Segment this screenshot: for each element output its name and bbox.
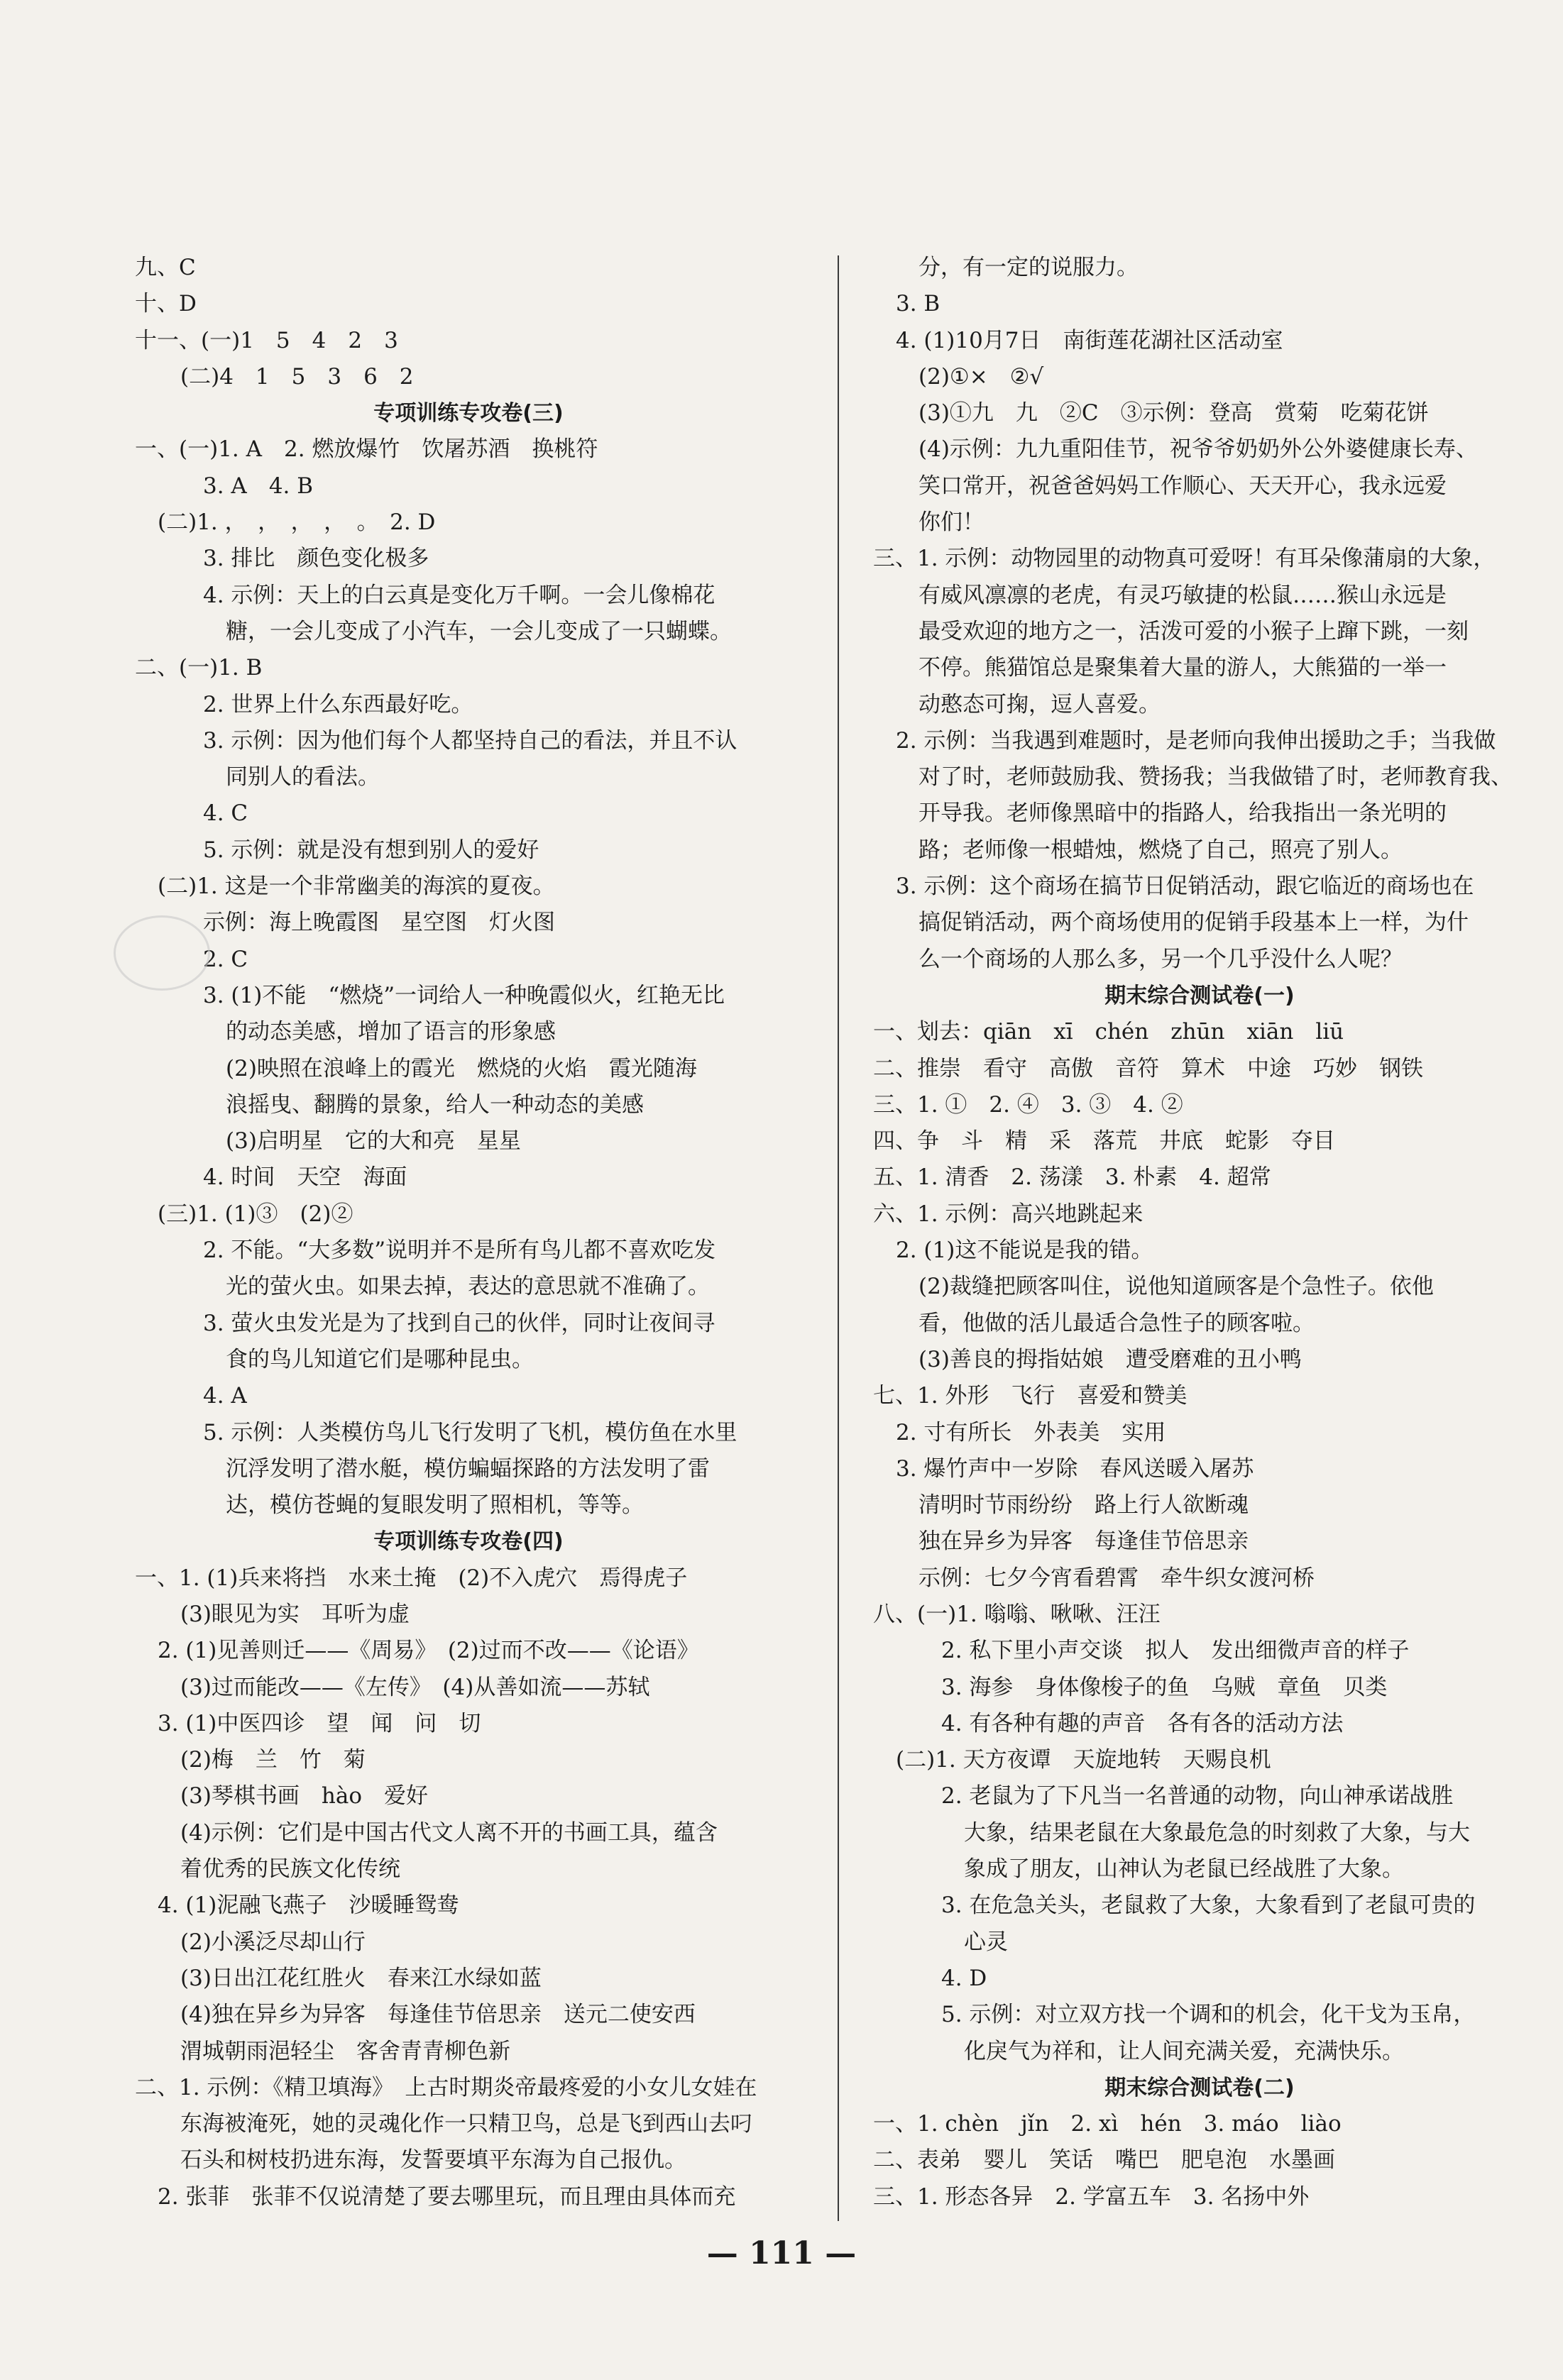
answer-line: 么一个商场的人那么多，另一个几乎没什么人呢？ <box>918 946 1403 972</box>
answer-line: 2. 老鼠为了下凡当一名普通的动物，向山神承诺战胜 <box>941 1783 1454 1809</box>
answer-line: 的动态美感，增加了语言的形象感 <box>226 1019 556 1045</box>
answer-line: 象成了朋友，山神认为老鼠已经战胜了大象。 <box>964 1856 1404 1883</box>
answer-line: 4. 示例：天上的白云真是变化万千啊。一会儿像棉花 <box>203 582 715 608</box>
answer-line: 化戾气为祥和，让人间充满关爱，充满快乐。 <box>964 2038 1404 2064</box>
answer-line: 示例：七夕今宵看碧霄 牵牛织女渡河桥 <box>918 1565 1315 1591</box>
answer-line: 五、1. 清香 2. 荡漾 3. 朴素 4. 超常 <box>873 1164 1271 1191</box>
answer-line: (4)示例：它们是中国古代文人离不开的书画工具，蕴含 <box>180 1819 718 1846</box>
answer-line: 四、争 斗 精 采 落荒 井底 蛇影 夺目 <box>873 1128 1335 1155</box>
answer-line: 4. D <box>941 1965 987 1991</box>
answer-line: 一、1. (1)兵来将挡 水来土掩 (2)不入虎穴 焉得虎子 <box>135 1565 688 1591</box>
answer-line: 一、划去：qiān xī chén zhūn xiān liū <box>873 1019 1344 1045</box>
answer-line: (3)过而能改——《左传》 (4)从善如流——苏轼 <box>180 1674 650 1700</box>
answer-line: 八、(一)1. 嗡嗡、啾啾、汪汪 <box>873 1601 1161 1627</box>
answer-line: 3. (1)中医四诊 望 闻 问 切 <box>158 1710 481 1736</box>
answer-line: (3)启明星 它的大和亮 星星 <box>226 1128 521 1155</box>
answer-line: 3. 示例：这个商场在搞节日促销活动，跟它临近的商场也在 <box>896 874 1474 900</box>
answer-line: 4. C <box>203 800 248 827</box>
answer-line: (二)4 1 5 3 6 2 <box>180 363 414 390</box>
answer-line: 二、1. 示例：《精卫填海》 上古时期炎帝最疼爱的小女儿女娃在 <box>135 2074 757 2100</box>
answer-line: 你们！ <box>918 509 985 536</box>
answer-line: 二、推崇 看守 高傲 音符 算术 中途 巧妙 钢铁 <box>873 1055 1423 1081</box>
answer-line: 渭城朝雨浥轻尘 客舍青青柳色新 <box>180 2038 510 2064</box>
answer-line: 4. (1)泥融飞燕子 沙暖睡鸳鸯 <box>158 1893 459 1919</box>
section-heading: 期末综合测试卷(二) <box>1104 2075 1295 2100</box>
answer-line: 糖，一会儿变成了小汽车，一会儿变成了一只蝴蝶。 <box>226 618 732 644</box>
answer-line: (4)示例：九九重阳佳节，祝爷爷奶奶外公外婆健康长寿、 <box>918 436 1478 463</box>
answer-line: 三、1. 示例：动物园里的动物真可爱呀！有耳朵像蒲扇的大象， <box>873 546 1496 572</box>
answer-line: 搞促销活动，两个商场使用的促销手段基本上一样，为什 <box>918 910 1469 936</box>
answer-line: 2. 张菲 张菲不仅说清楚了要去哪里玩，而且理由具体而充 <box>158 2183 736 2210</box>
answer-line: (2)梅 兰 竹 菊 <box>180 1747 366 1773</box>
answer-line: 清明时节雨纷纷 路上行人欲断魂 <box>918 1492 1249 1519</box>
answer-line: (3)琴棋书画 hào 爱好 <box>180 1783 429 1809</box>
answer-line: 笑口常开，祝爸爸妈妈工作顺心、天天开心，我永远爱 <box>918 473 1447 499</box>
answer-line: 有威风凛凛的老虎，有灵巧敏捷的松鼠……猴山永远是 <box>918 582 1447 608</box>
left-column <box>135 250 802 2215</box>
answer-line: 看，他做的活儿最适合急性子的顾客啦。 <box>918 1310 1315 1336</box>
answer-line: 九、C <box>135 255 196 280</box>
answer-line: 三、1. 形态各异 2. 学富五车 3. 名扬中外 <box>873 2183 1310 2210</box>
answer-line: 2. 世界上什么东西最好吃。 <box>203 691 473 717</box>
answer-line: 3. 在危急关头，老鼠救了大象，大象看到了老鼠可贵的 <box>941 1893 1476 1919</box>
answer-line: (2)①× ②√ <box>918 363 1044 390</box>
answer-line: (3)善良的拇指姑娘 遭受磨难的丑小鸭 <box>918 1346 1302 1372</box>
answer-line: 东海被淹死，她的灵魂化作一只精卫鸟，总是飞到西山去叼 <box>180 2111 752 2137</box>
answer-line: 3. A 4. B <box>203 473 314 499</box>
answer-line: (三)1. (1)③ (2)② <box>158 1201 353 1227</box>
answer-line: (二)1. 天方夜谭 天旋地转 天赐良机 <box>896 1747 1271 1773</box>
answer-line: 对了时，老师鼓励我、赞扬我；当我做错了时，老师教育我、 <box>918 764 1513 790</box>
answer-line: 十一、(一)1 5 4 2 3 <box>135 327 398 353</box>
answer-line: 二、(一)1. B <box>135 655 263 681</box>
answer-line: 路；老师像一根蜡烛，燃烧了自己，照亮了别人。 <box>918 837 1403 863</box>
answer-line: 2. 私下里小声交谈 拟人 发出细微声音的样子 <box>941 1638 1410 1664</box>
answer-line: (3)①九 九 ②C ③示例：登高 赏菊 吃菊花饼 <box>918 400 1429 426</box>
section-heading: 期末综合测试卷(一) <box>1104 983 1295 1008</box>
answer-line: 4. 时间 天空 海面 <box>203 1164 407 1191</box>
answer-line: 5. 示例：对立双方找一个调和的机会，化干戈为玉帛， <box>941 2002 1476 2028</box>
answer-line: 5. 示例：就是没有想到别人的爱好 <box>203 837 539 863</box>
answer-line: 3. 示例：因为他们每个人都坚持自己的看法，并且不认 <box>203 727 737 754</box>
answer-line: 3. (1)不能 “燃烧”一词给人一种晚霞似火，红艳无比 <box>203 982 725 1008</box>
answer-line: 3. 海参 身体像梭子的鱼 乌贼 章鱼 贝类 <box>941 1674 1388 1700</box>
answer-line: 不停。熊猫馆总是聚集着大量的游人，大熊猫的一举一 <box>918 655 1447 681</box>
answer-line: 开导我。老师像黑暗中的指路人，给我指出一条光明的 <box>918 800 1447 827</box>
answer-line: (二)1. ， ， ， ， 。 2. D <box>158 509 436 536</box>
answer-line: 独在异乡为异客 每逢佳节倍思亲 <box>918 1528 1249 1555</box>
answer-line: 二、表弟 婴儿 笑话 嘴巴 肥皂泡 水墨画 <box>873 2147 1335 2174</box>
answer-line: 大象，结果老鼠在大象最危急的时刻救了大象，与大 <box>964 1819 1470 1846</box>
answer-line: 2. 示例：当我遇到难题时，是老师向我伸出援助之手；当我做 <box>896 727 1496 754</box>
answer-line: 2. (1)见善则迁——《周易》 (2)过而不改——《论语》 <box>158 1638 699 1664</box>
answer-line: 一、(一)1. A 2. 燃放爆竹 饮屠苏酒 换桃符 <box>135 436 598 463</box>
answer-line: (2)裁缝把顾客叫住，说他知道顾客是个急性子。依他 <box>918 1274 1434 1300</box>
answer-line: 2. 不能。“大多数”说明并不是所有鸟儿都不喜欢吃发 <box>203 1238 716 1264</box>
answer-line: 3. 萤火虫发光是为了找到自己的伙伴，同时让夜间寻 <box>203 1310 715 1336</box>
answer-line: 沉浮发明了潜水艇，模仿蝙蝠探路的方法发明了雷 <box>226 1455 710 1482</box>
answer-line: (3)眼见为实 耳听为虚 <box>180 1601 410 1627</box>
answer-line: 浪摇曳、翻腾的景象，给人一种动态的美感 <box>226 1091 644 1118</box>
answer-line: 最受欢迎的地方之一，活泼可爱的小猴子上蹿下跳，一刻 <box>918 618 1469 644</box>
faded-stamp <box>114 915 210 991</box>
answer-line: 着优秀的民族文化传统 <box>180 1856 400 1883</box>
page-number: — 111 — <box>706 2235 857 2271</box>
answer-line: 2. C <box>203 946 248 972</box>
answer-line: 3. 排比 颜色变化极多 <box>203 546 429 572</box>
answer-line: 光的萤火虫。如果去掉，表达的意思就不准确了。 <box>226 1274 710 1300</box>
answer-line: 七、1. 外形 飞行 喜爱和赞美 <box>873 1383 1188 1409</box>
column-divider <box>838 255 839 2221</box>
answer-line: 十、D <box>135 291 197 317</box>
answer-line: 三、1. ① 2. ④ 3. ③ 4. ② <box>873 1091 1183 1118</box>
answer-line: (2)小溪泛尽却山行 <box>180 1929 366 1955</box>
answer-line: 分，有一定的说服力。 <box>918 255 1139 280</box>
answer-line: 一、1. chèn jǐn 2. xì hén 3. máo liào <box>873 2111 1342 2137</box>
answer-line: 六、1. 示例：高兴地跳起来 <box>873 1201 1144 1227</box>
answer-line: (4)独在异乡为异客 每逢佳节倍思亲 送元二使安西 <box>180 2002 696 2028</box>
section-heading: 专项训练专攻卷(四) <box>373 1529 564 1555</box>
answer-line: (3)日出江花红胜火 春来江水绿如蓝 <box>180 1965 542 1991</box>
section-heading: 专项训练专攻卷(三) <box>373 401 564 426</box>
answer-line: 2. (1)这不能说是我的错。 <box>896 1238 1153 1264</box>
answer-line: 5. 示例：人类模仿鸟儿飞行发明了飞机，模仿鱼在水里 <box>203 1419 737 1445</box>
answer-line: 3. B <box>896 291 940 317</box>
answer-line: 4. 有各种有趣的声音 各有各的活动方法 <box>941 1710 1344 1736</box>
answer-line: 3. 爆竹声中一岁除 春风送暖入屠苏 <box>896 1455 1254 1482</box>
right-column <box>873 250 1526 2215</box>
answer-line: 食的鸟儿知道它们是哪种昆虫。 <box>226 1346 534 1372</box>
answer-line: 达，模仿苍蝇的复眼发明了照相机，等等。 <box>226 1492 644 1519</box>
answer-line: 石头和树枝扔进东海，发誓要填平东海为自己报仇。 <box>180 2147 686 2174</box>
answer-line: 动憨态可掬，逗人喜爱。 <box>918 691 1161 717</box>
answer-line: 示例：海上晚霞图 星空图 灯火图 <box>203 910 555 936</box>
answer-line: 2. 寸有所长 外表美 实用 <box>896 1419 1166 1445</box>
answer-line: (2)映照在浪峰上的霞光 燃烧的火焰 霞光随海 <box>226 1055 697 1081</box>
answer-line: 心灵 <box>964 1929 1008 1955</box>
answer-line: 同别人的看法。 <box>226 764 380 790</box>
answer-line: 4. A <box>203 1383 247 1409</box>
answer-line: 4. (1)10月7日 南街莲花湖社区活动室 <box>896 327 1283 353</box>
answer-line: (二)1. 这是一个非常幽美的海滨的夏夜。 <box>158 874 555 900</box>
